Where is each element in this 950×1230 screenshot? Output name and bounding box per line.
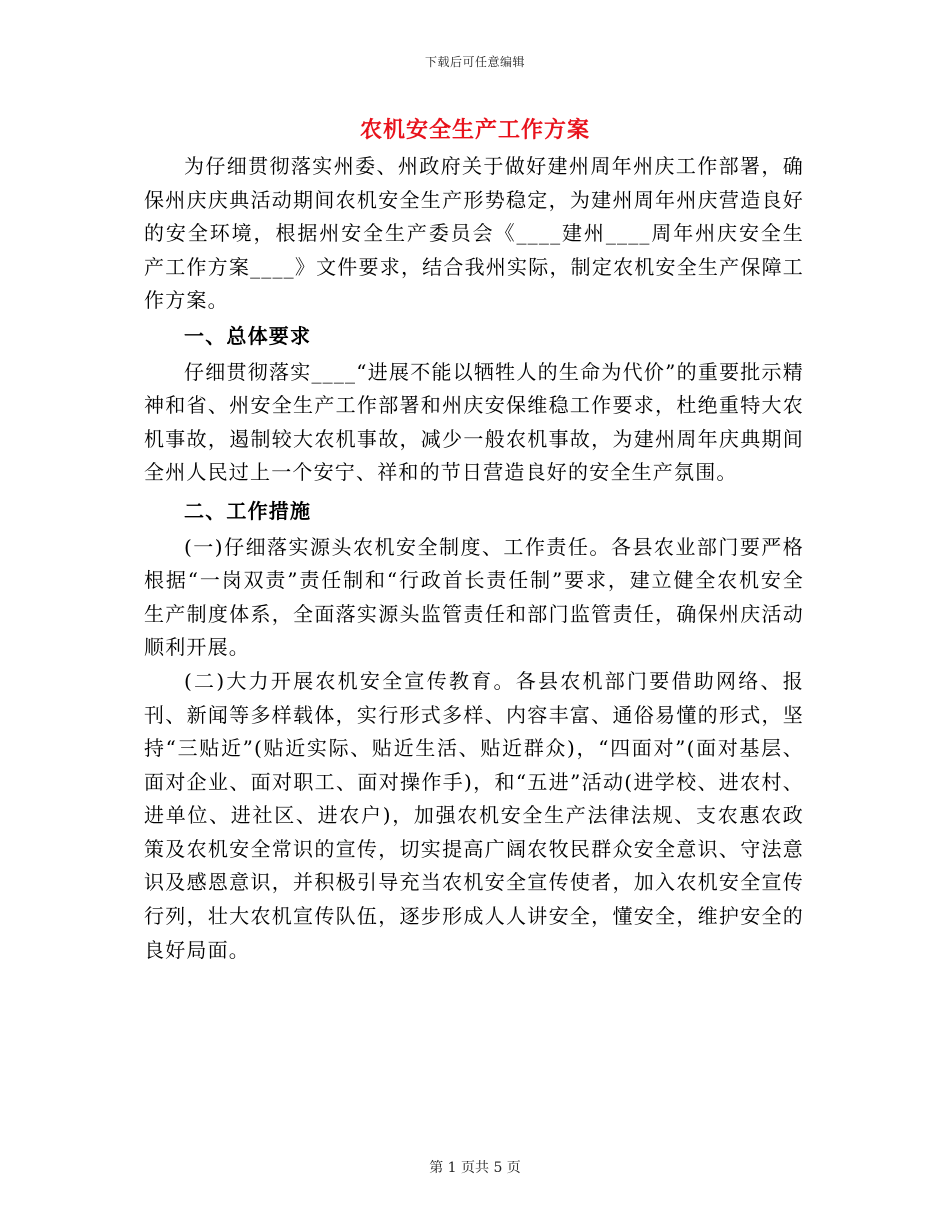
section-heading-general-requirements: 一、总体要求	[184, 323, 312, 348]
document-body	[144, 150, 804, 967]
general-requirements-paragraph: 仔细贯彻落实____“进展不能以牺牲人的生命为代价”的重要批示精神和省、州安全生产工作部署和州庆安保维稳工作要求，杜绝重特大农机事故，遏制较大农机事故，减少一般农机事故，为建州周年庆典期间全州人民过上一个安宁、祥和的节日营造良好的安全生产氛围。	[144, 359, 804, 485]
measure-1-paragraph: (一)仔细落实源头农机安全制度、工作责任。各县农业部门要严格根据“一岗双责”责任制和“行政首长责任制”要求，建立健全农机安全生产制度体系，全面落实源头监管责任和部门监管责任，确保州庆活动顺利开展。	[144, 534, 804, 660]
intro-paragraph: 为仔细贯彻落实州委、州政府关于做好建州周年州庆工作部署，确保州庆庆典活动期间农机安全生产形势稳定，为建州周年州庆营造良好的安全环境，根据州安全生产委员会《____建州____周年州庆安全生产工作方案____》文件要求，结合我州实际，制定农机安全生产保障工作方案。	[144, 154, 804, 313]
section-heading-work-measures: 二、工作措施	[184, 498, 312, 523]
page-footer: 第 1 页共 5 页	[429, 1160, 521, 1176]
measure-2-paragraph: (二)大力开展农机安全宣传教育。各县农机部门要借助网络、报刊、新闻等多样载体，实行形式多样、内容丰富、通俗易懂的形式，坚持“三贴近”(贴近实际、贴近生活、贴近群众)，“四面对”(面对基层、面对企业、面对职工、面对操作手)，和“五进”活动(进学校、进农村、进单位、进社区、进农户)，加强农机安全生产法律法规、支农惠农政策及农机安全常识的宣传，切实提高广阔农牧民群众安全意识、守法意识及感恩意识，并积极引导充当农机安全宣传使者，加入农机安全宣传行列，壮大农机宣传队伍，逐步形成人人讲安全，懂安全，维护安全的良好局面。	[144, 668, 804, 962]
page-header: 下载后可任意编辑	[424, 55, 525, 69]
document-title: 农机安全生产工作方案	[359, 117, 590, 143]
